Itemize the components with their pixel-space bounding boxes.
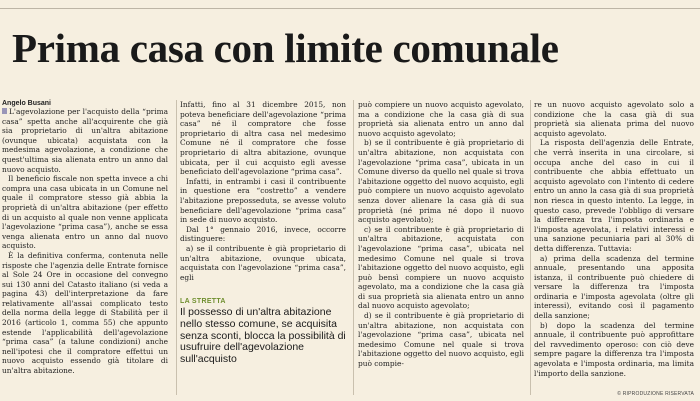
paragraph: c) se il contribuente è già proprietario di un'altra abitazione, acquistata con l'agevolazione “prima casa”, ubicata nel medesimo Comune nel quale si trova l'abitazione oggetto del nuovo acquisto, egli può bensì compiere un nuovo acquisto agevolato, ma a condizione che la casa già di sua proprietà sia alienata entro un anno dal nuovo acquisto agevolato; [358,224,524,311]
paragraph: re un nuovo acquisto agevolato solo a condizione che la casa già di sua proprietà sia alienata prima del nuovo acquisto agevolato. [534,100,694,138]
column-divider [530,100,531,395]
paragraph: a) prima della scadenza del termine annuale, presentando una apposita istanza, il contribuente può chiedere di versare la differenza tra l'imposta ordinaria e l'imposta agevolata (oltre gli interessi), evitando così il pagamento della sanzione; [534,253,694,321]
paragraph: può compiere un nuovo acquisto agevolato, ma a condizione che la casa già di sua proprietà sia alienata entro un anno dal nuovo acquisto agevolato; [358,100,524,138]
paragraph: b) se il contribuente è già proprietario di un'altra abitazione, non acquistata con l'agevolazione “prima casa”, ubicata in un Comune diverso da quello nel quale si trova l'abitazione oggetto del nuovo acquisto, egli può compiere un nuovo acquisto agevolato senza dover alienare la casa già di sua proprietà (né prima né dopo il nuovo acquisto agevolato); [358,138,524,225]
paragraph: a) se il contribuente è già proprietario di un'altra abitazione, ovunque ubicata, acquistata con l'agevolazione “prima casa”, egli [180,243,346,282]
top-divider [0,8,700,9]
article-column-2 [180,100,346,282]
paragraph-text: L'agevolazione per l'acquisto della “prima casa” spetta anche all'acquirente che già sia proprietario di un'altra abitazione (ovunque ubicata) acquistata con la medesima agevolazione, a condizione che quest'ultima sia alienata entro un anno dal nuovo acquisto. [2,107,168,174]
paragraph: Infatti, in entrambi i casi il contribuente in questione era “costretto” a vendere l'abitazione preposseduta, se avesse voluto beneficiare dell'agevolazione “prima casa” in sede di nuovo acquisto. [180,176,346,225]
pull-quote [180,298,348,366]
paragraph: Dal 1° gennaio 2016, invece, occorre distinguere: [180,224,346,244]
paragraph: La risposta dell'agenzia delle Entrate, che verrà inserita in una circolare, si occupa anche del caso in cui il contribuente che abbia effettuato un acquisto agevolato con l'intento di cedere entro un anno la casa già di sua proprietà non riesca in questo intento. La legge, in questo caso, prevede l'obbligo di versare la differenza tra l'imposta ordinaria e l'imposta agevolata, i relativi interessi e una sanzione pecuniaria pari al 30% di detta differenza. Tuttavia: [534,138,694,253]
column-divider [353,100,354,395]
copyright-notice: © RIPRODUZIONE RISERVATA [617,391,694,397]
paragraph: Infatti, fino al 31 dicembre 2015, non poteva beneficiare dell'agevolazione “prima casa” né il compratore che fosse proprietario di altra casa nel medesimo Comune né il compratore che fosse proprietario di altra abitazione, ovunque ubicata, per il cui acquisto egli avesse beneficiato dell'agevolazione “prima casa”. [180,100,346,177]
article-column-1 [2,107,168,376]
lead-marker-icon [2,108,7,114]
author-byline: Angelo Busani [2,100,52,107]
article-column-4 [534,100,694,378]
article-headline: Prima casa con limite comunale [12,25,559,71]
paragraph: Il beneficio fiscale non spetta invece a chi compra una casa ubicata in un Comune nel quale il compratore stesso già abbia la proprietà di un'altra abitazione (per effetto di un acquisto al quale non venne applicata l'agevolazione “prima casa”), anche se essa venga alienata entro un anno dal nuovo acquisto. [2,174,168,251]
pull-quote-text: Il possesso di un'altra abitazione nello stesso comune, se acquisita senza sconti, blocca la possibilità di usufruire dell'agevolazione sull'acquisto [180,306,346,366]
pull-quote-tag: LA STRETTA [180,298,226,305]
article-column-3 [358,100,524,369]
paragraph: d) se il contribuente è già proprietario di un'altra abitazione, non acquistata con l'agevolazione “prima casa”, ubicata nel medesimo Comune nel quale si trova l'abitazione oggetto del nuovo acquisto, egli può compie- [358,311,524,369]
column-divider [176,100,177,395]
paragraph: È la definitiva conferma, contenuta nelle risposte che l'agenzia delle Entrate fornisce al Sole 24 Ore in occasione del convegno sui 130 anni del Catasto italiano (si veda a pagina 43) dell'interpretazione da fare relativamente all'assai complicato testo della norma della legge di Stabilità per il 2016 (articolo 1, comma 55) che appunto estende l'applicabilità dell'agevolazione “prima casa” (a talune condizioni) anche nell'ipotesi che il compratore effettui un nuovo acquisto essendo già titolare di un'altra abitazione. [2,250,168,376]
paragraph: b) dopo la scadenza del termine annuale, il contribuente può approfittare del ravvedimento operoso: con ciò deve sempre pagare la differenza tra l'imposta agevolata e l'imposta ordinaria, ma limita l'importo della sanzione. [534,320,694,378]
paragraph [2,107,168,174]
